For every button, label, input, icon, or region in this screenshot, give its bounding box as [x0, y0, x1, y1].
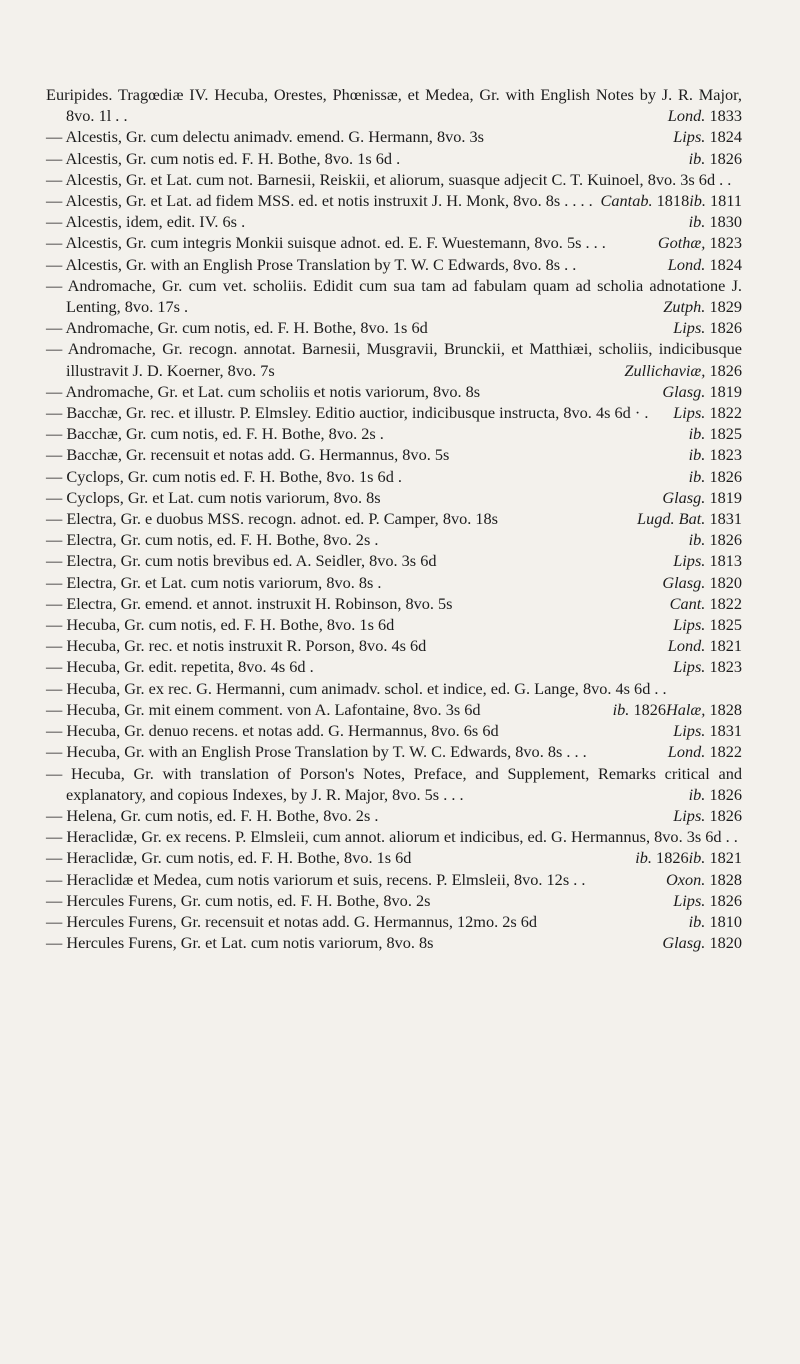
catalogue-entry — [46, 869, 742, 890]
catalogue-entry — [46, 190, 742, 211]
imprint-year: 1826 — [709, 360, 742, 380]
entry-description: — Hercules Furens, Gr. et Lat. cum notis variorum, 8vo. 8s — [46, 933, 434, 953]
catalogue-entry — [46, 890, 742, 911]
imprint-year: 1818 — [656, 191, 690, 211]
entry-description: — Hecuba, Gr. with translation of Porson's Notes, Preface, and Supplement, Remarks critical and explanatory, and copious Indexes, by J. R. Major, 8vo. 5s . . . — [46, 763, 742, 804]
imprint-year: 1821 — [709, 848, 742, 868]
imprint-year: 1833 — [709, 106, 742, 126]
entry-imprint — [673, 402, 742, 423]
imprint-place: Zutph. — [663, 297, 706, 317]
imprint-year: 1822 — [709, 742, 742, 762]
entry-imprint — [673, 317, 742, 338]
catalogue-entry — [46, 847, 742, 868]
imprint-place: Glasg. — [662, 381, 706, 401]
imprint-year: 1826 — [709, 805, 742, 825]
imprint-place: Gothæ, — [657, 233, 706, 253]
catalogue-entry — [46, 126, 742, 147]
entry-description: — Alcestis, Gr. cum integris Monkii suisque adnot. ed. E. F. Wuestemann, 8vo. 5s . . . — [46, 233, 606, 253]
entry-imprint — [668, 741, 742, 762]
entry-description: — Alcestis, Gr. et Lat. ad fidem MSS. ed. et notis instruxit J. H. Monk, 8vo. 8s . . . . — [46, 191, 593, 211]
entry-imprint — [689, 148, 742, 169]
imprint-year: 1828 — [709, 699, 742, 719]
catalogue-entry — [46, 529, 742, 550]
catalogue-entry — [46, 317, 742, 338]
entry-imprint — [662, 487, 742, 508]
entry-imprint — [689, 211, 742, 232]
imprint-year: 1820 — [709, 572, 742, 592]
entry-description: — Electra, Gr. cum notis brevibus ed. A. Seidler, 8vo. 3s 6d — [46, 551, 437, 571]
entry-description: — Cyclops, Gr. cum notis ed. F. H. Bothe, 8vo. 1s 6d . — [46, 466, 402, 486]
imprint-year: 1811 — [710, 191, 742, 211]
entry-imprint — [601, 190, 690, 211]
entry-imprint — [689, 423, 742, 444]
entry-imprint — [689, 466, 742, 487]
entry-imprint — [635, 847, 688, 868]
imprint-place: Glasg. — [662, 572, 706, 592]
entry-imprint — [613, 699, 666, 720]
imprint-year: 1825 — [709, 615, 742, 635]
catalogue-entry — [46, 741, 742, 762]
entry-description: — Heraclidæ, Gr. ex recens. P. Elmsleii, cum annot. aliorum et indicibus, ed. G. Hermannus, 8vo. 3s 6d . . — [46, 827, 738, 847]
imprint-place: Halæ, — [666, 699, 706, 719]
entry-imprint — [670, 593, 742, 614]
entry-description: — Hecuba, Gr. with an English Prose Translation by T. W. C. Edwards, 8vo. 8s . . . — [46, 742, 587, 762]
entry-imprint — [673, 550, 742, 571]
entry-description: — Alcestis, Gr. cum notis ed. F. H. Bothe, 8vo. 1s 6d . — [46, 148, 401, 168]
catalogue-entry — [46, 805, 742, 826]
imprint-year: 1824 — [709, 254, 742, 274]
entry-description: Euripides. Tragœdiæ IV. Hecuba, Orestes, Phœnissæ, et Medea, Gr. with English Notes by J. R. Major, 8vo. 1l . . — [46, 85, 742, 126]
imprint-year: 1826 — [709, 530, 742, 550]
imprint-place: Lips. — [673, 805, 706, 825]
imprint-year: 1826 — [709, 318, 742, 338]
entry-description: — Alcestis, Gr. et Lat. cum not. Barnesii, Reiskii, et aliorum, suasque adjecit C. T. Kuinoel, 8vo. 3s 6d . . — [46, 169, 732, 189]
catalogue-entry — [46, 699, 742, 720]
imprint-place: ib. — [688, 445, 706, 465]
entry-description: — Hecuba, Gr. ex rec. G. Hermanni, cum animadv. schol. et indice, ed. G. Lange, 8vo. 4s 6d . . — [46, 678, 667, 698]
imprint-place: Lond. — [667, 742, 706, 762]
imprint-year: 1819 — [709, 381, 742, 401]
entry-description: — Cyclops, Gr. et Lat. cum notis variorum, 8vo. 8s — [46, 487, 381, 507]
imprint-year: 1831 — [709, 509, 742, 529]
imprint-place: Cantab. — [600, 191, 653, 211]
entry-imprint — [662, 932, 742, 953]
entry-imprint — [668, 105, 742, 126]
catalogue-entry — [46, 635, 742, 656]
entry-imprint — [689, 529, 742, 550]
entry-description: — Hercules Furens, Gr. cum notis, ed. F. H. Bothe, 8vo. 2s — [46, 890, 431, 910]
imprint-place: ib. — [689, 191, 706, 211]
entry-imprint — [658, 232, 742, 253]
imprint-place: Lond. — [667, 254, 706, 274]
imprint-place: ib. — [688, 148, 706, 168]
entry-description: — Andromache, Gr. cum vet. scholiis. Edidit cum sua tam ad fabulam quam ad scholia adnotatione J. Lenting, 8vo. 17s . — [46, 275, 742, 317]
entry-imprint — [689, 784, 742, 805]
catalogue-entry — [46, 232, 742, 253]
imprint-place: ib. — [688, 530, 706, 550]
entry-imprint — [673, 805, 742, 826]
entry-imprint — [668, 254, 742, 275]
imprint-place: Lond. — [667, 636, 706, 656]
imprint-place: ib. — [688, 212, 706, 232]
catalogue-entry — [46, 593, 742, 614]
imprint-year: 1826 — [709, 148, 742, 168]
entry-description: — Andromache, Gr. cum notis, ed. F. H. Bothe, 8vo. 1s 6d — [46, 318, 428, 338]
entry-description: — Andromache, Gr. recogn. annotat. Barnesii, Musgravii, Brunckii, et Matthiæi, scholiis, indicibusque illustravit J. D. Koerner, 8vo. 7s — [46, 339, 742, 380]
entry-imprint — [663, 296, 742, 317]
imprint-year: 1823 — [709, 233, 742, 253]
imprint-year: 1826 — [656, 848, 689, 868]
imprint-place: ib. — [688, 848, 706, 868]
imprint-place: Lips. — [673, 721, 706, 741]
catalogue-entry — [46, 614, 742, 635]
imprint-year: 1826 — [709, 784, 742, 804]
imprint-year: 1830 — [709, 212, 742, 232]
catalogue-entry — [46, 508, 742, 529]
catalogue-entry — [46, 423, 742, 444]
imprint-place: ib. — [688, 424, 706, 444]
entry-imprint — [662, 381, 742, 402]
entry-description: — Electra, Gr. e duobus MSS. recogn. adnot. ed. P. Camper, 8vo. 18s — [46, 509, 498, 529]
catalogue-entry — [46, 932, 742, 953]
entry-description: — Alcestis, idem, edit. IV. 6s . — [46, 212, 246, 232]
entry-description: — Helena, Gr. cum notis, ed. F. H. Bothe, 8vo. 2s . — [46, 805, 379, 825]
imprint-year: 1813 — [709, 551, 742, 571]
entry-description: — Bacchæ, Gr. cum notis, ed. F. H. Bothe, 8vo. 2s . — [46, 424, 384, 444]
catalogue-entry — [46, 211, 742, 232]
catalogue-entry — [46, 550, 742, 571]
imprint-year: 1820 — [709, 933, 742, 953]
entry-list — [46, 84, 742, 953]
imprint-year: 1822 — [709, 403, 742, 423]
imprint-year: 1810 — [709, 911, 742, 931]
imprint-place: Lips. — [673, 127, 706, 147]
imprint-year: 1829 — [709, 297, 742, 317]
entry-description: — Electra, Gr. cum notis, ed. F. H. Bothe, 8vo. 2s . — [46, 530, 379, 550]
imprint-year: 1826 — [633, 699, 666, 719]
imprint-year: 1819 — [709, 487, 742, 507]
imprint-year: 1821 — [709, 636, 742, 656]
imprint-year: 1826 — [709, 466, 742, 486]
imprint-place: Lips. — [673, 615, 706, 635]
imprint-year: 1825 — [709, 424, 742, 444]
entry-description: — Hecuba, Gr. cum notis, ed. F. H. Bothe, 8vo. 1s 6d — [46, 615, 395, 635]
entry-imprint — [673, 656, 742, 677]
entry-imprint — [673, 614, 742, 635]
catalogue-entry — [46, 487, 742, 508]
entry-imprint — [624, 360, 742, 381]
catalogue-entry — [46, 148, 742, 169]
catalogue-entry — [46, 656, 742, 677]
imprint-place: Glasg. — [662, 487, 706, 507]
catalogue-entry — [46, 466, 742, 487]
entry-description: — Bacchæ, Gr. rec. et illustr. P. Elmsley. Editio auctior, indicibusque instructa, 8vo. 4s 6d · . — [46, 403, 649, 423]
imprint-place: Lond. — [667, 106, 706, 126]
entry-description: — Hecuba, Gr. denuo recens. et notas add. G. Hermannus, 8vo. 6s 6d — [46, 721, 499, 741]
imprint-place: Oxon. — [666, 869, 706, 889]
catalogue-entry — [46, 275, 742, 317]
entry-description: — Electra, Gr. emend. et annot. instruxit H. Robinson, 8vo. 5s — [46, 593, 453, 613]
catalogue-entry — [46, 763, 742, 805]
entry-description: — Alcestis, Gr. cum delectu animadv. emend. G. Hermann, 8vo. 3s — [46, 127, 484, 147]
imprint-place: ib. — [635, 848, 652, 868]
entry-imprint — [673, 720, 742, 741]
entry-imprint — [637, 508, 742, 529]
entry-description: — Andromache, Gr. et Lat. cum scholiis et notis variorum, 8vo. 8s — [46, 381, 481, 401]
entry-description: — Electra, Gr. et Lat. cum notis variorum, 8vo. 8s . — [46, 572, 382, 592]
imprint-place: Lugd. Bat. — [637, 509, 706, 529]
entry-description: — Bacchæ, Gr. recensuit et notas add. G. Hermannus, 8vo. 5s — [46, 445, 450, 465]
catalogue-entry — [46, 381, 742, 402]
imprint-place: Lips. — [673, 551, 706, 571]
imprint-place: Lips. — [673, 890, 706, 910]
catalogue-entry — [46, 720, 742, 741]
entry-imprint — [666, 869, 742, 890]
entry-description: — Heraclidæ et Medea, cum notis variorum et suis, recens. P. Elmsleii, 8vo. 12s . . — [46, 869, 586, 889]
imprint-year: 1824 — [709, 127, 742, 147]
entry-imprint — [673, 126, 742, 147]
entry-imprint — [689, 911, 742, 932]
catalogue-entry — [46, 444, 742, 465]
imprint-place: Glasg. — [662, 933, 706, 953]
catalogue-entry — [46, 402, 742, 423]
imprint-place: ib. — [612, 699, 630, 719]
entry-description: — Alcestis, Gr. with an English Prose Translation by T. W. C Edwards, 8vo. 8s . . — [46, 254, 577, 274]
imprint-year: 1831 — [709, 721, 742, 741]
entry-description: — Heraclidæ, Gr. cum notis, ed. F. H. Bothe, 8vo. 1s 6d — [46, 848, 412, 868]
entry-description: — Hecuba, Gr. mit einem comment. von A. Lafontaine, 8vo. 3s 6d — [46, 699, 481, 719]
entry-imprint — [662, 572, 742, 593]
imprint-year: 1823 — [709, 657, 742, 677]
catalogue-entry — [46, 254, 742, 275]
entry-imprint — [673, 890, 742, 911]
imprint-year: 1828 — [709, 869, 742, 889]
imprint-place: ib. — [688, 784, 706, 804]
imprint-place: Zullichaviæ, — [624, 360, 706, 380]
imprint-place: Lips. — [673, 403, 706, 423]
entry-description: — Hercules Furens, Gr. recensuit et notas add. G. Hermannus, 12mo. 2s 6d — [46, 911, 538, 931]
entry-description: — Hecuba, Gr. edit. repetita, 8vo. 4s 6d . — [46, 657, 314, 677]
imprint-place: Lips. — [673, 318, 706, 338]
imprint-place: ib. — [688, 911, 706, 931]
entry-description: — Hecuba, Gr. rec. et notis instruxit R. Porson, 8vo. 4s 6d — [46, 636, 427, 656]
imprint-place: Cant. — [669, 593, 706, 613]
imprint-place: Lips. — [673, 657, 706, 677]
imprint-year: 1822 — [709, 593, 742, 613]
entry-imprint — [668, 635, 742, 656]
imprint-year: 1826 — [709, 890, 742, 910]
catalogue-entry — [46, 911, 742, 932]
entry-imprint — [689, 444, 742, 465]
catalogue-entry — [46, 84, 742, 126]
catalogue-entry — [46, 338, 742, 380]
imprint-year: 1823 — [709, 445, 742, 465]
imprint-place: ib. — [688, 466, 706, 486]
catalogue-entry — [46, 572, 742, 593]
